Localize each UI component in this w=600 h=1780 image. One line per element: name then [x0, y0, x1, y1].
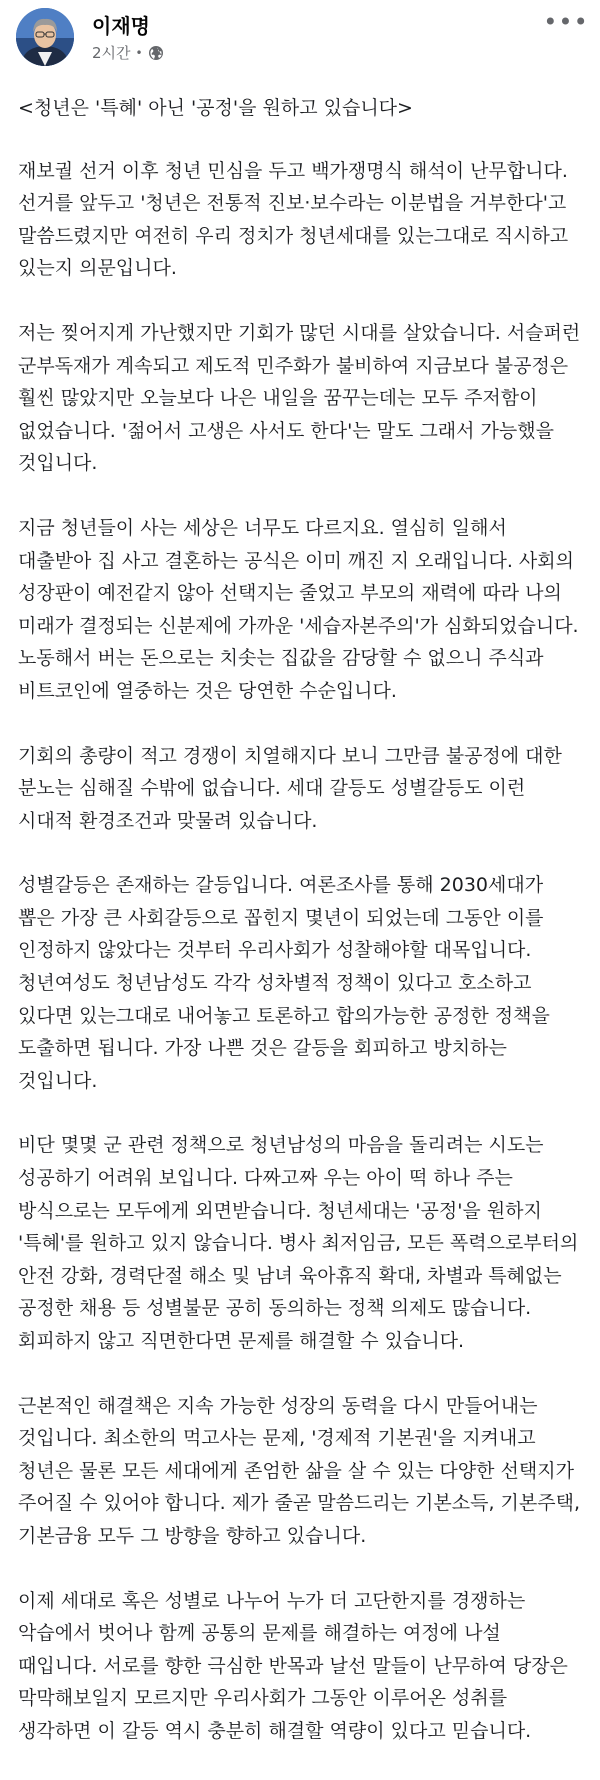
- post-paragraph: 근본적인 해결책은 지속 가능한 성장의 동력을 다시 만들어내는 것입니다. 최소한의 먹고사는 문제, '경제적 기본권'을 지켜내고 청년은 물론 모든 세대에게 존엄한 삶을 살 수 있는 다양한 선택지가 주어질 수 있어야 합니다. 제가 줄곧 말씀드리는 기본소득, 기본주택, 기본금융 모두 그 방향을 향하고 있습니다.: [18, 1394, 580, 1547]
- post-paragraph: 비단 몇몇 군 관련 정책으로 청년남성의 마음을 돌리려는 시도는 성공하기 어려워 보입니다. 다짜고짜 우는 아이 떡 하나 주는 방식으로는 모두에게 외면받습니다. 청년세대는 '공정'을 원하지 '특혜'를 원하고 있지 않습니다. 병사 최저임금, 모든 폭력으로부터의 안전 강화, 경력단절 해소 및 남녀 육아휴직 확대, 차별과 특혜없는 공정한 채용 등 성별불문 공히 동의하는 정책 의제도 많습니다. 회피하지 않고 직면한다면 문제를 해결할 수 있습니다.: [18, 1134, 579, 1352]
- post-meta: [92, 42, 164, 63]
- post-header: [0, 0, 600, 72]
- post-body: [18, 92, 584, 1780]
- post-title: <청년은 '특혜' 아닌 '공정'을 원하고 있습니다>: [18, 97, 413, 119]
- post-paragraph: 기회의 총량이 적고 경쟁이 치열해지다 보니 그만큼 불공정에 대한 분노는 심해질 수밖에 없습니다. 세대 갈등도 성별갈등도 이런 시대적 환경조건과 맞물려 있습니다.: [18, 744, 562, 832]
- post-paragraph: 재보궐 선거 이후 청년 민심을 두고 백가쟁명식 해석이 난무합니다. 선거를 앞두고 '청년은 전통적 진보·보수라는 이분법을 거부한다'고 말씀드렸지만 여전히 우리 정치가 청년세대를 있는그대로 직시하고 있는지 의문입니다.: [18, 159, 569, 280]
- separator-dot: •: [135, 45, 143, 60]
- profile-photo-icon: [16, 8, 74, 66]
- globe-icon[interactable]: [148, 45, 164, 61]
- author-name[interactable]: 이재명: [92, 14, 150, 38]
- post-paragraph: 저는 찢어지게 가난했지만 기회가 많던 시대를 살았습니다. 서슬퍼런 군부독재가 계속되고 제도적 민주화가 불비하여 지금보다 불공정은 훨씬 많았지만 오늘보다 나은 내일을 꿈꾸는데는 모두 주저함이 없었습니다. '젊어서 고생은 사서도 한다'는 말도 그래서 가능했을 것입니다.: [18, 321, 581, 475]
- post-paragraph: 성별갈등은 존재하는 갈등입니다. 여론조사를 통해 2030세대가 뽑은 가장 큰 사회갈등으로 꼽힌지 몇년이 되었는데 그동안 이를 인정하지 않았다는 것부터 우리사회가 성찰해야할 대목입니다. 청년여성도 청년남성도 각각 성차별적 정책이 있다고 호소하고 있다면 있는그대로 내어놓고 토론하고 합의가능한 공정한 정책을 도출하면 됩니다. 가장 나쁜 것은 갈등을 회피하고 방치하는 것입니다.: [18, 874, 550, 1092]
- post-paragraph: 이제 세대로 혹은 성별로 나누어 누가 더 고단한지를 경쟁하는 악습에서 벗어나 함께 공통의 문제를 해결하는 여정에 나설 때입니다. 서로를 향한 극심한 반목과 날선 말들이 난무하여 당장은 막막해보일지 모르지만 우리사회가 그동안 이루어온 성취를 생각하면 이 갈등 역시 충분히 해결할 역량이 있다고 믿습니다.: [18, 1589, 568, 1742]
- more-dots-icon: •••: [543, 8, 589, 36]
- more-options-button[interactable]: [543, 4, 589, 40]
- avatar[interactable]: [16, 8, 74, 66]
- post-paragraph: 지금 청년들이 사는 세상은 너무도 다르지요. 열심히 일해서 대출받아 집 사고 결혼하는 공식은 이미 깨진 지 오래입니다. 사회의 성장판이 예전같지 않아 선택지는 줄었고 부모의 재력에 따라 나의 미래가 결정되는 신분제에 가까운 '세습자본주의'가 심화되었습니다. 노동해서 버는 돈으로는 치솟는 집값을 감당할 수 없으니 주식과 비트코인에 열중하는 것은 당연한 수순입니다.: [18, 516, 579, 702]
- post-time[interactable]: 2시간: [92, 44, 131, 62]
